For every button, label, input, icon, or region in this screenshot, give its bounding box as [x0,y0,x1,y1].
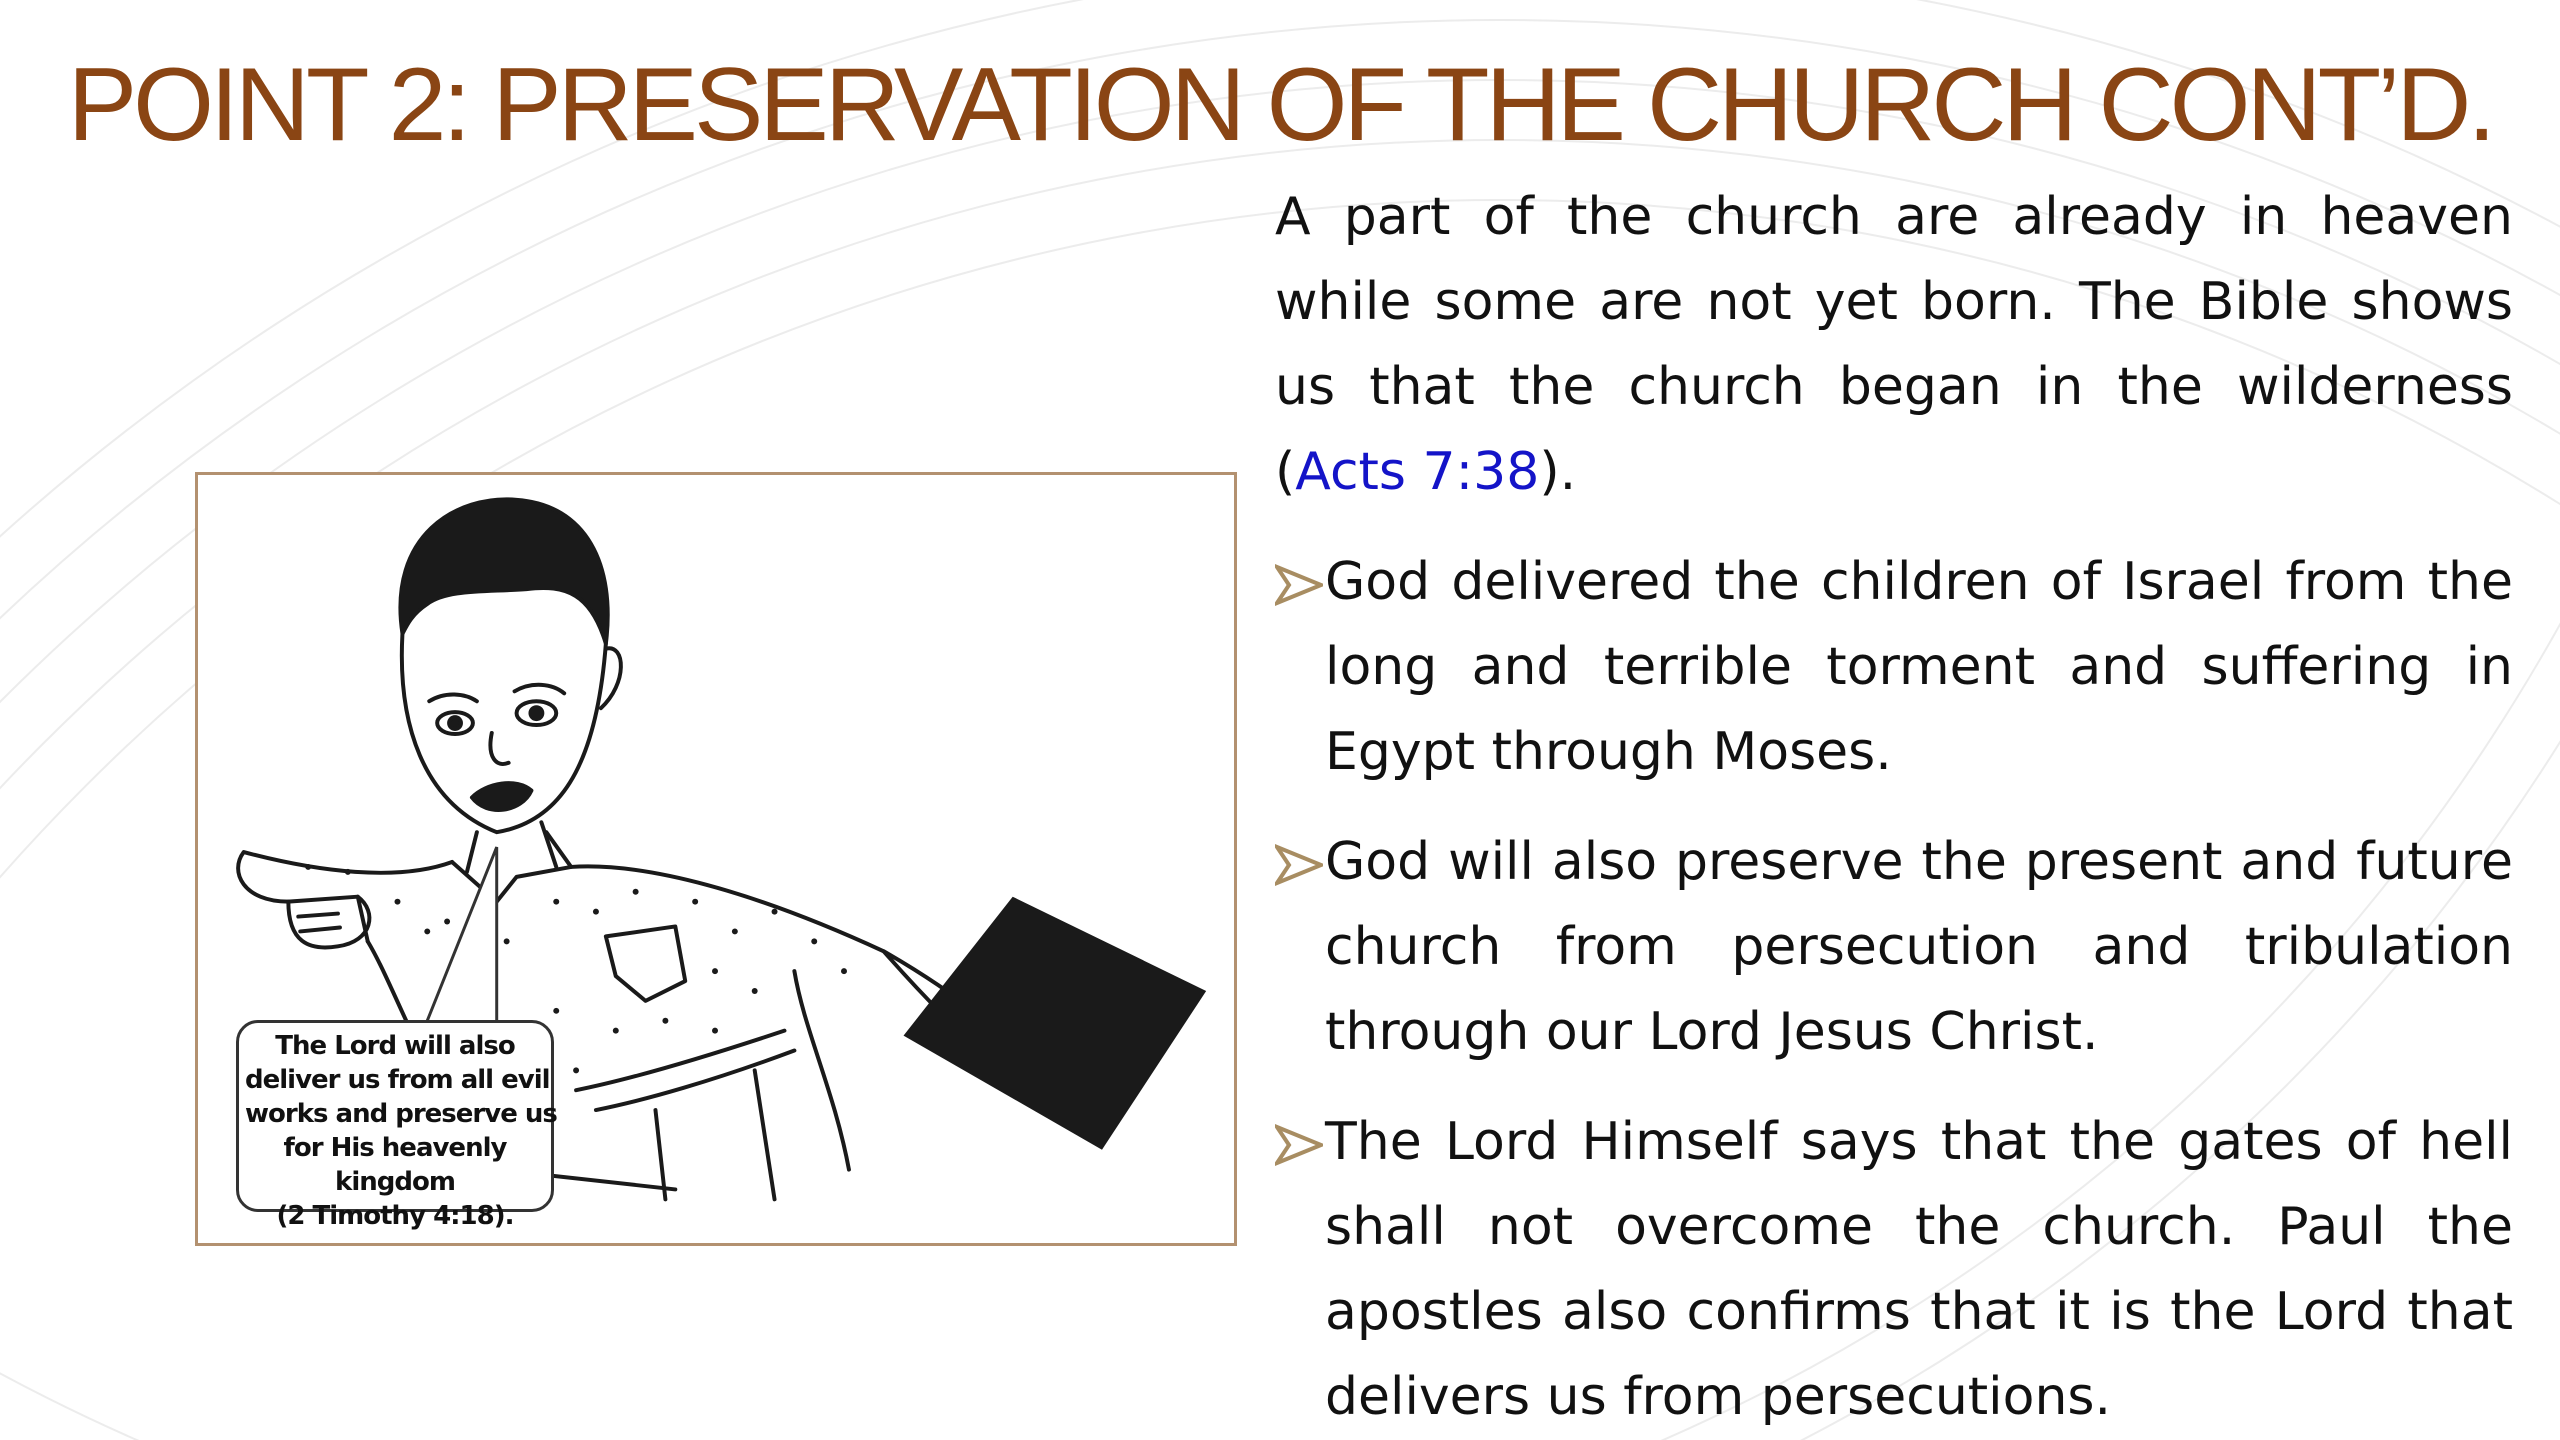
bullet-item [1275,540,2513,795]
bullet-text: The Lord Himself says that the gates of hell shall not overcome the church. Paul the apostles also confirms that it is the Lord that delivers us from persecutions. [1325,1112,2513,1427]
arrow-bullet-icon [1275,843,1323,887]
intro-text: A part of the church are already in heaven while some are not yet born. The Bible shows us that the church began in the wilderness ( [1275,187,2513,502]
bullet-text: God will also preserve the present and future church from persecution and tribulation through our Lord Jesus Christ. [1325,832,2513,1062]
slide-title: POINT 2: PRESERVATION OF THE CHURCH CONT’D. [67,47,2493,163]
speech-line: (2 Timothy 4:18). [276,1201,514,1231]
bullet-item [1275,1100,2513,1440]
speech-line: The Lord will also [275,1031,515,1061]
boy-with-bible-illustration [195,472,1237,1246]
speech-bubble [236,1020,557,1231]
speech-line: works and preserve us [245,1099,557,1129]
acts-7-38-link[interactable]: Acts 7:38 [1295,442,1540,502]
arrow-bullet-icon [1275,563,1323,607]
intro-paragraph [1275,175,2513,515]
intro-text-end: ). [1539,442,1577,502]
speech-line: kingdom [335,1167,455,1197]
speech-line: deliver us from all evil [245,1065,550,1095]
bullet-text: God delivered the children of Israel from the long and terrible torment and suffering in Egypt through Moses. [1325,552,2513,782]
arrow-bullet-icon [1275,1123,1323,1167]
slide-body [1275,175,2513,1440]
bullet-item [1275,820,2513,1075]
speech-line: for His heavenly [283,1133,507,1163]
